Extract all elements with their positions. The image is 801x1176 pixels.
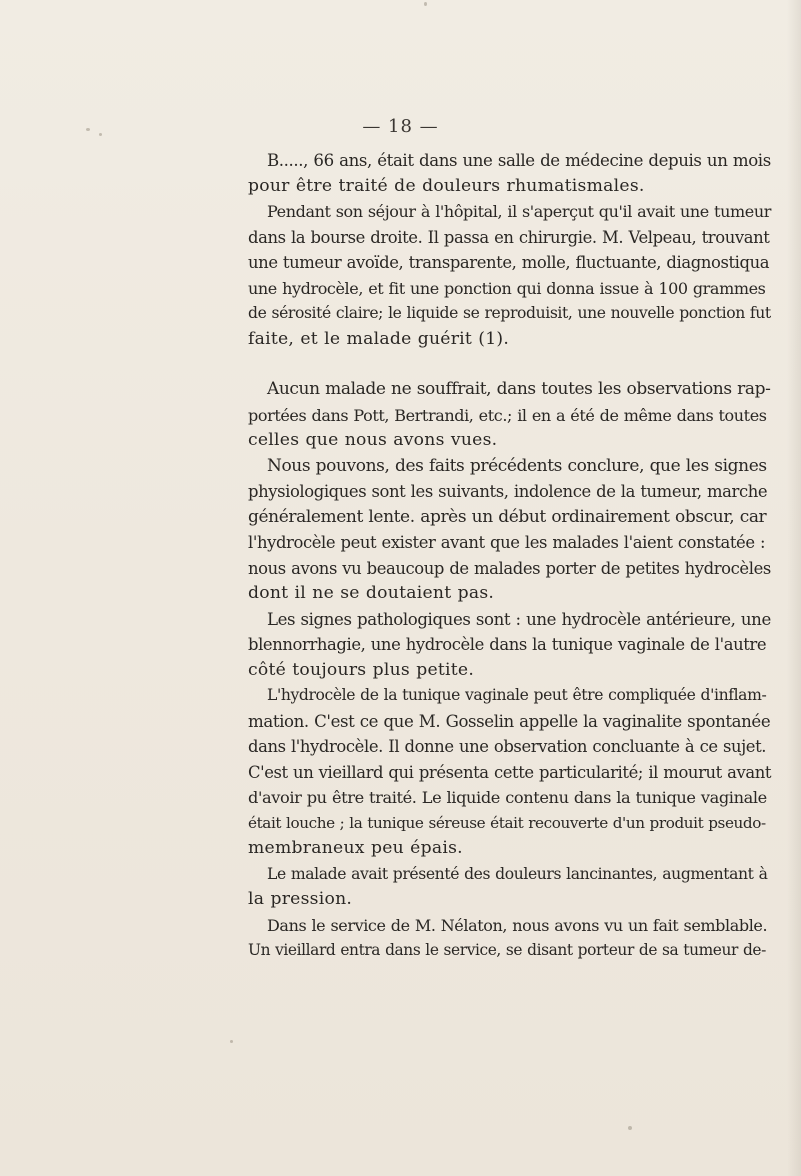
text-line: l'hydrocèle peut exister avant que les malades l'aient constatée : — [248, 533, 766, 552]
text-line: Un vieillard entra dans le service, se disant porteur de sa tumeur de- — [248, 941, 766, 959]
text-line: nous avons vu beaucoup de malades porter de petites hydrocèles — [248, 558, 771, 578]
text-line: dont il ne se doutaient pas. — [248, 583, 495, 603]
paper-speck — [628, 1126, 632, 1130]
paper-speck — [230, 1040, 233, 1043]
text-line: dans l'hydrocèle. Il donne une observation concluante à ce sujet. — [248, 737, 767, 756]
text-line: Le malade avait présenté des douleurs lancinantes, augmentant à — [267, 864, 768, 883]
paper-speck — [86, 128, 90, 131]
paragraph-gap — [248, 352, 771, 377]
text-line: portées dans Pott, Bertrandi, etc.; il en a été de même dans toutes — [248, 405, 767, 425]
text-line: Nous pouvons, des faits précédents conclure, que les signes — [267, 455, 767, 476]
text-line: blennorrhagie, une hydrocèle dans la tunique vaginale de l'autre — [248, 635, 767, 654]
text-line: côté toujours plus petite. — [248, 659, 475, 680]
text-line: mation. C'est ce que M. Gosselin appelle la vaginalite spontanée — [248, 711, 771, 731]
paper-speck — [424, 2, 427, 6]
text-line: de sérosité claire; le liquide se reproduisit, une nouvelle ponction fut — [248, 304, 771, 322]
text-line: Les signes pathologiques sont : une hydrocèle antérieure, une — [267, 609, 771, 629]
text-line: une tumeur avoïde, transparente, molle, fluctuante, diagnostiqua — [248, 253, 770, 272]
page-edge-shadow — [787, 0, 801, 1176]
text-line: faite, et le malade guérit (1). — [248, 328, 510, 349]
text-line: la pression. — [248, 889, 353, 909]
text-line: était louche ; la tunique séreuse était recouverte d'un produit pseudo- — [248, 813, 766, 832]
text-line: dans la bourse droite. Il passa en chirurgie. M. Velpeau, trouvant — [248, 227, 770, 247]
text-line: d'avoir pu être traité. Le liquide contenu dans la tunique vaginale — [248, 788, 767, 807]
text-line: L'hydrocèle de la tunique vaginale peut être compliquée d'inflam- — [267, 686, 767, 704]
text-line: celles que nous avons vues. — [248, 430, 498, 450]
paper-speck — [99, 133, 102, 136]
text-line: Aucun malade ne souffrait, dans toutes les observations rap- — [267, 379, 771, 399]
text-line: B....., 66 ans, était dans une salle de médecine depuis un mois — [267, 151, 771, 170]
text-line: C'est un vieillard qui présenta cette particularité; il mourut avant — [248, 762, 772, 782]
text-line: pour être traité de douleurs rhumatismales. — [248, 175, 645, 196]
text-line: membraneux peu épais. — [248, 838, 463, 858]
page-number: — 18 — — [362, 116, 439, 137]
text-line: physiologiques sont les suivants, indolence de la tumeur, marche — [248, 482, 768, 501]
paragraph-block-2 — [248, 377, 771, 964]
text-line: une hydrocèle, et fit une ponction qui donna issue à 100 grammes — [248, 278, 766, 298]
body-text — [248, 148, 771, 964]
paragraph-block-1 — [248, 148, 771, 352]
text-line: Dans le service de M. Nélaton, nous avons vu un fait semblable. — [267, 915, 768, 935]
text-line: Pendant son séjour à l'hôpital, il s'aperçut qu'il avait une tumeur — [267, 202, 771, 221]
text-line: généralement lente. après un début ordinairement obscur, car — [248, 506, 767, 527]
